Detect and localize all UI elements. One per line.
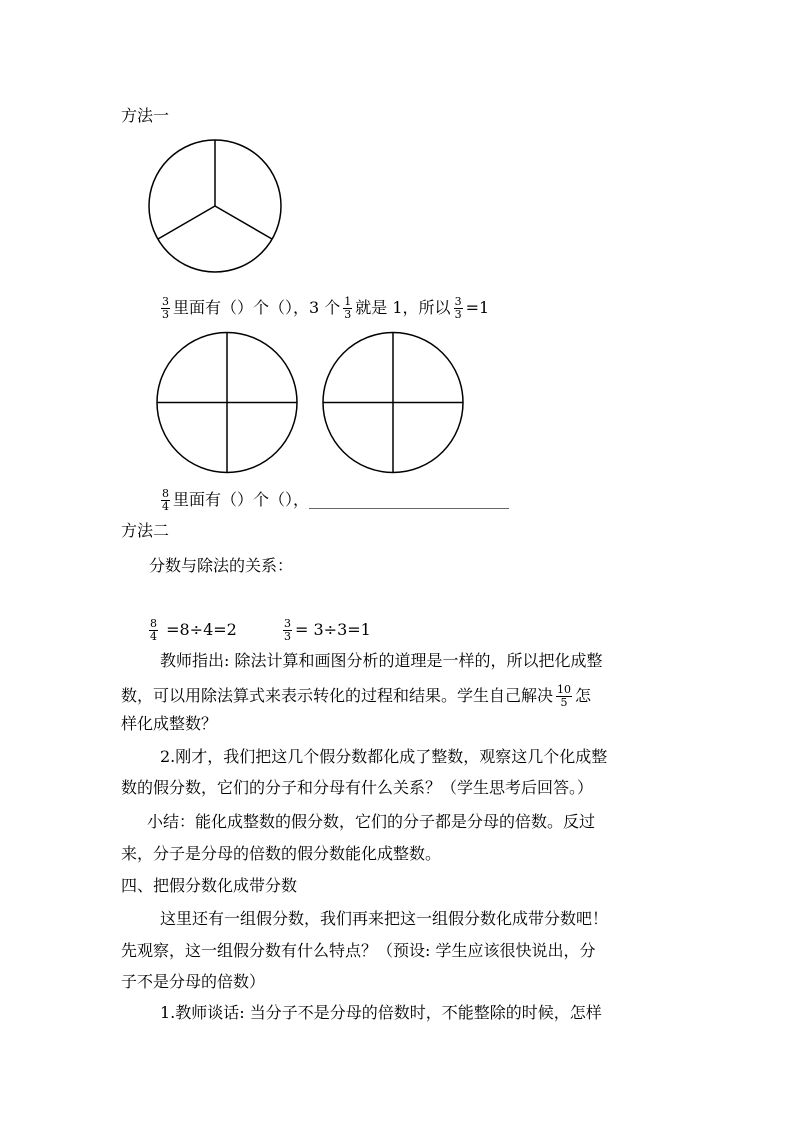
- paragraph-4-line-3: 子不是分母的倍数）: [121, 972, 266, 991]
- paragraph-2-line-1: 2.刚才，我们把这几个假分数都化成了整数，观察这几个化成整: [160, 747, 608, 766]
- summary-line-1: 小结：能化成整数的假分数，它们的分子都是分母的倍数。反过: [147, 812, 596, 831]
- paragraph-5-line-1: 1.教师谈话: 当分子不是分母的倍数时，不能整除的时候，怎样: [160, 1003, 602, 1022]
- fraction-3-3: $\frac{3}{3}$: [162, 295, 169, 321]
- method1-line2: $\frac{8}{4}$ 里面有（）个（），_________________________: [162, 487, 510, 513]
- section-4-heading: 四、把假分数化成带分数: [121, 876, 298, 895]
- method1-line1: $\frac{3}{3}$ 里面有（）个（），3 个 $\frac{1}{3}$ 就是 1，所以 $\frac{3}{3}$ =1: [162, 295, 490, 321]
- fraction-8-4: $\frac{8}{4}$: [162, 487, 169, 513]
- circle-thirds-diagram: [148, 137, 282, 275]
- method2-heading: 方法二: [121, 521, 170, 540]
- paragraph-1-line-1: 教师指出: 除法计算和画图分析的道理是一样的，所以把化成整: [160, 651, 603, 670]
- paragraph-2-line-2: 数的假分数，它们的分子和分母有什么关系？（学生思考后回答。）: [121, 778, 594, 797]
- paragraph-4-line-2: 先观察，这一组假分数有什么特点？（预设: 学生应该很快说出，分: [121, 941, 596, 960]
- paragraph-4-line-1: 这里还有一组假分数，我们再来把这一组假分数化成带分数吧！: [160, 909, 609, 928]
- method1-heading: 方法一: [121, 106, 170, 125]
- paragraph-1-line-2: 数，可以用除法算式来表示转化的过程和结果。学生自己解决 $\frac{10}{5}$ 怎: [121, 683, 592, 709]
- summary-line-2: 来，分子是分母的倍数的假分数能化成整数。: [121, 844, 442, 863]
- equation-8-4: $\frac{8}{4}$ =8÷4=2: [150, 617, 237, 643]
- fraction-3-3-eq: $\frac{3}{3}$: [284, 617, 291, 643]
- paragraph-1-line-3: 样化成整数？: [121, 714, 218, 733]
- answer-blank: _________________________: [309, 490, 510, 509]
- fraction-1-3: $\frac{1}{3}$: [344, 295, 352, 321]
- circle-quarters-diagram-2: [322, 332, 464, 473]
- relation-label: 分数与除法的关系：: [149, 556, 294, 575]
- equation-3-3: $\frac{3}{3}$ = 3÷3=1: [284, 617, 371, 643]
- circle-quarters-diagram-1: [156, 332, 298, 473]
- fraction-10-5: $\frac{10}{5}$: [557, 683, 572, 709]
- fraction-8-4-eq: $\frac{8}{4}$: [150, 617, 157, 643]
- fraction-3-3-b: $\frac{3}{3}$: [454, 295, 462, 321]
